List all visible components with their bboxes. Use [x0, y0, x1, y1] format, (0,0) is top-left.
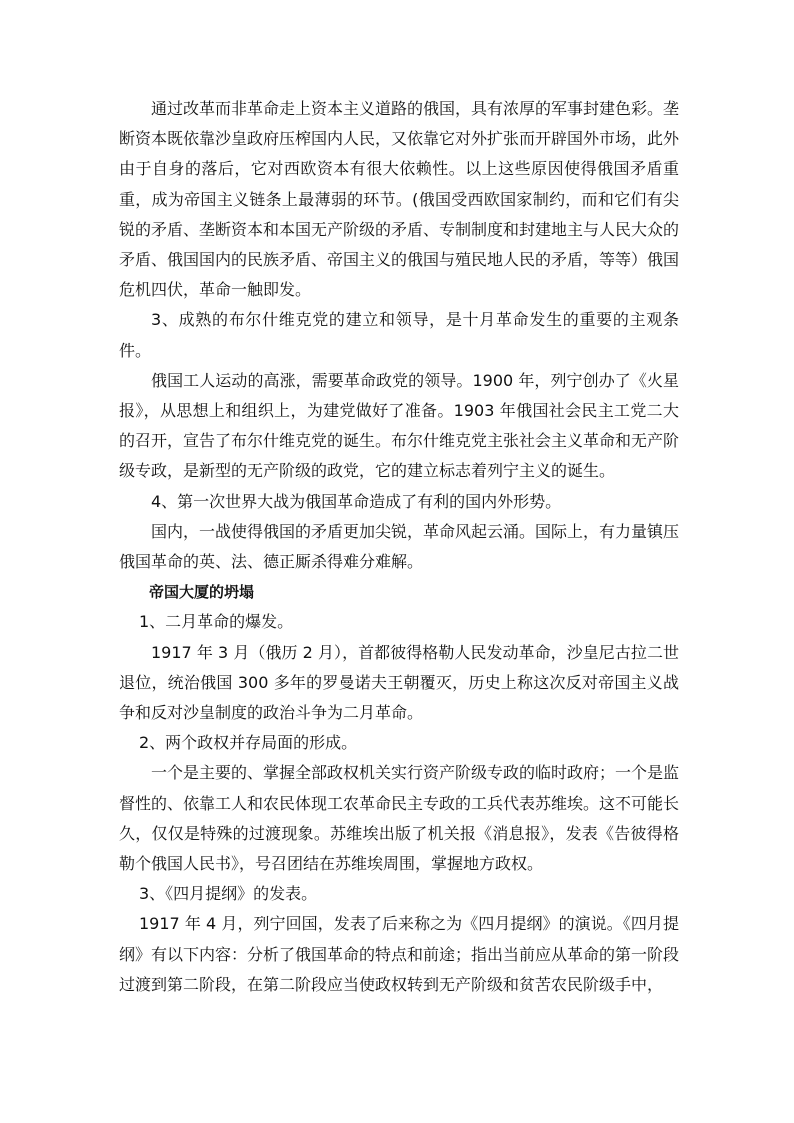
paragraph-point-1-february-revolution: 1、二月革命的爆发。 — [139, 612, 294, 632]
paragraph-april-theses-detail: 1917 年 4 月，列宁回国，发表了后来称之为《四月提纲》的演说。《四月提纲》有以下内容：分析了俄国革命的特点和前途；指出当前应从革命的第一阶段过渡到第二阶段，在第二阶段应当使政权转到无产阶级和贫苦农民阶级手中， — [119, 914, 680, 994]
document-body — [119, 94, 679, 1000]
section-heading-empire-collapse: 帝国大厦的坍塌 — [149, 583, 255, 602]
paragraph-february-revolution-detail: 1917 年 3 月（俄历 2 月），首都彼得格勒人民发动革命，沙皇尼古拉二世退位，统治俄国 300 多年的罗曼诺夫王朝覆灭，历史上称这次反对帝国主义战争和反对沙皇制度的政治斗争为二月革命。 — [119, 642, 679, 723]
paragraph-russia-contradictions: 通过改革而非革命走上资本主义道路的俄国，具有浓厚的军事封建色彩。垄断资本既依靠沙皇政府压榨国内人民，又依靠它对外扩张而开辟国外市场，此外由于自身的落后，它对西欧资本有很大依赖性。以上这些原因使得俄国矛盾重重，成为帝国主义链条上最薄弱的环节。(俄国受西欧国家制约，而和它们有尖锐的矛盾、垄断资本和本国无产阶级的矛盾、专制制度和封建地主与人民大众的矛盾、俄国国内的民族矛盾、帝国主义的俄国与殖民地人民的矛盾，等等）俄国危机四伏，革命一触即发。 — [119, 99, 680, 300]
paragraph-point-2-dual-power: 2、两个政权并存局面的形成。 — [139, 733, 358, 753]
paragraph-workers-movement: 俄国工人运动的高涨，需要革命政党的领导。1900 年，列宁创办了《火星报》，从思想上和组织上，为建党做好了准备。1903 年俄国社会民主工党二大的召开，宣告了布尔什维克党的诞生。布尔什维克党主张社会主义革命和无产阶级专政，是新型的无产阶级的政党，它的建立标志着列宁主义的诞生。 — [119, 370, 680, 481]
paragraph-point-3-bolshevik-party: 3、成熟的布尔什维克党的建立和领导，是十月革命发生的重要的主观条件。 — [119, 310, 679, 360]
paragraph-point-3-april-theses: 3、《四月提纲》的发表。 — [139, 884, 318, 904]
paragraph-point-4-world-war: 4、第一次世界大战为俄国革命造成了有利的国内外形势。 — [151, 491, 562, 511]
paragraph-domestic-international: 国内，一战使得俄国的矛盾更加尖锐，革命风起云涌。国际上，有力量镇压俄国革命的英、法、德正厮杀得难分难解。 — [119, 521, 680, 572]
paragraph-dual-power-detail: 一个是主要的、掌握全部政权机关实行资产阶级专政的临时政府；一个是监督性的、依靠工人和农民体现工农革命民主专政的工兵代表苏维埃。这不可能长久，仅仅是特殊的过渡现象。苏维埃出版了机关报《消息报》，发表《告彼得格勒个俄国人民书》，号召团结在苏维埃周围，掌握地方政权。 — [119, 763, 680, 874]
